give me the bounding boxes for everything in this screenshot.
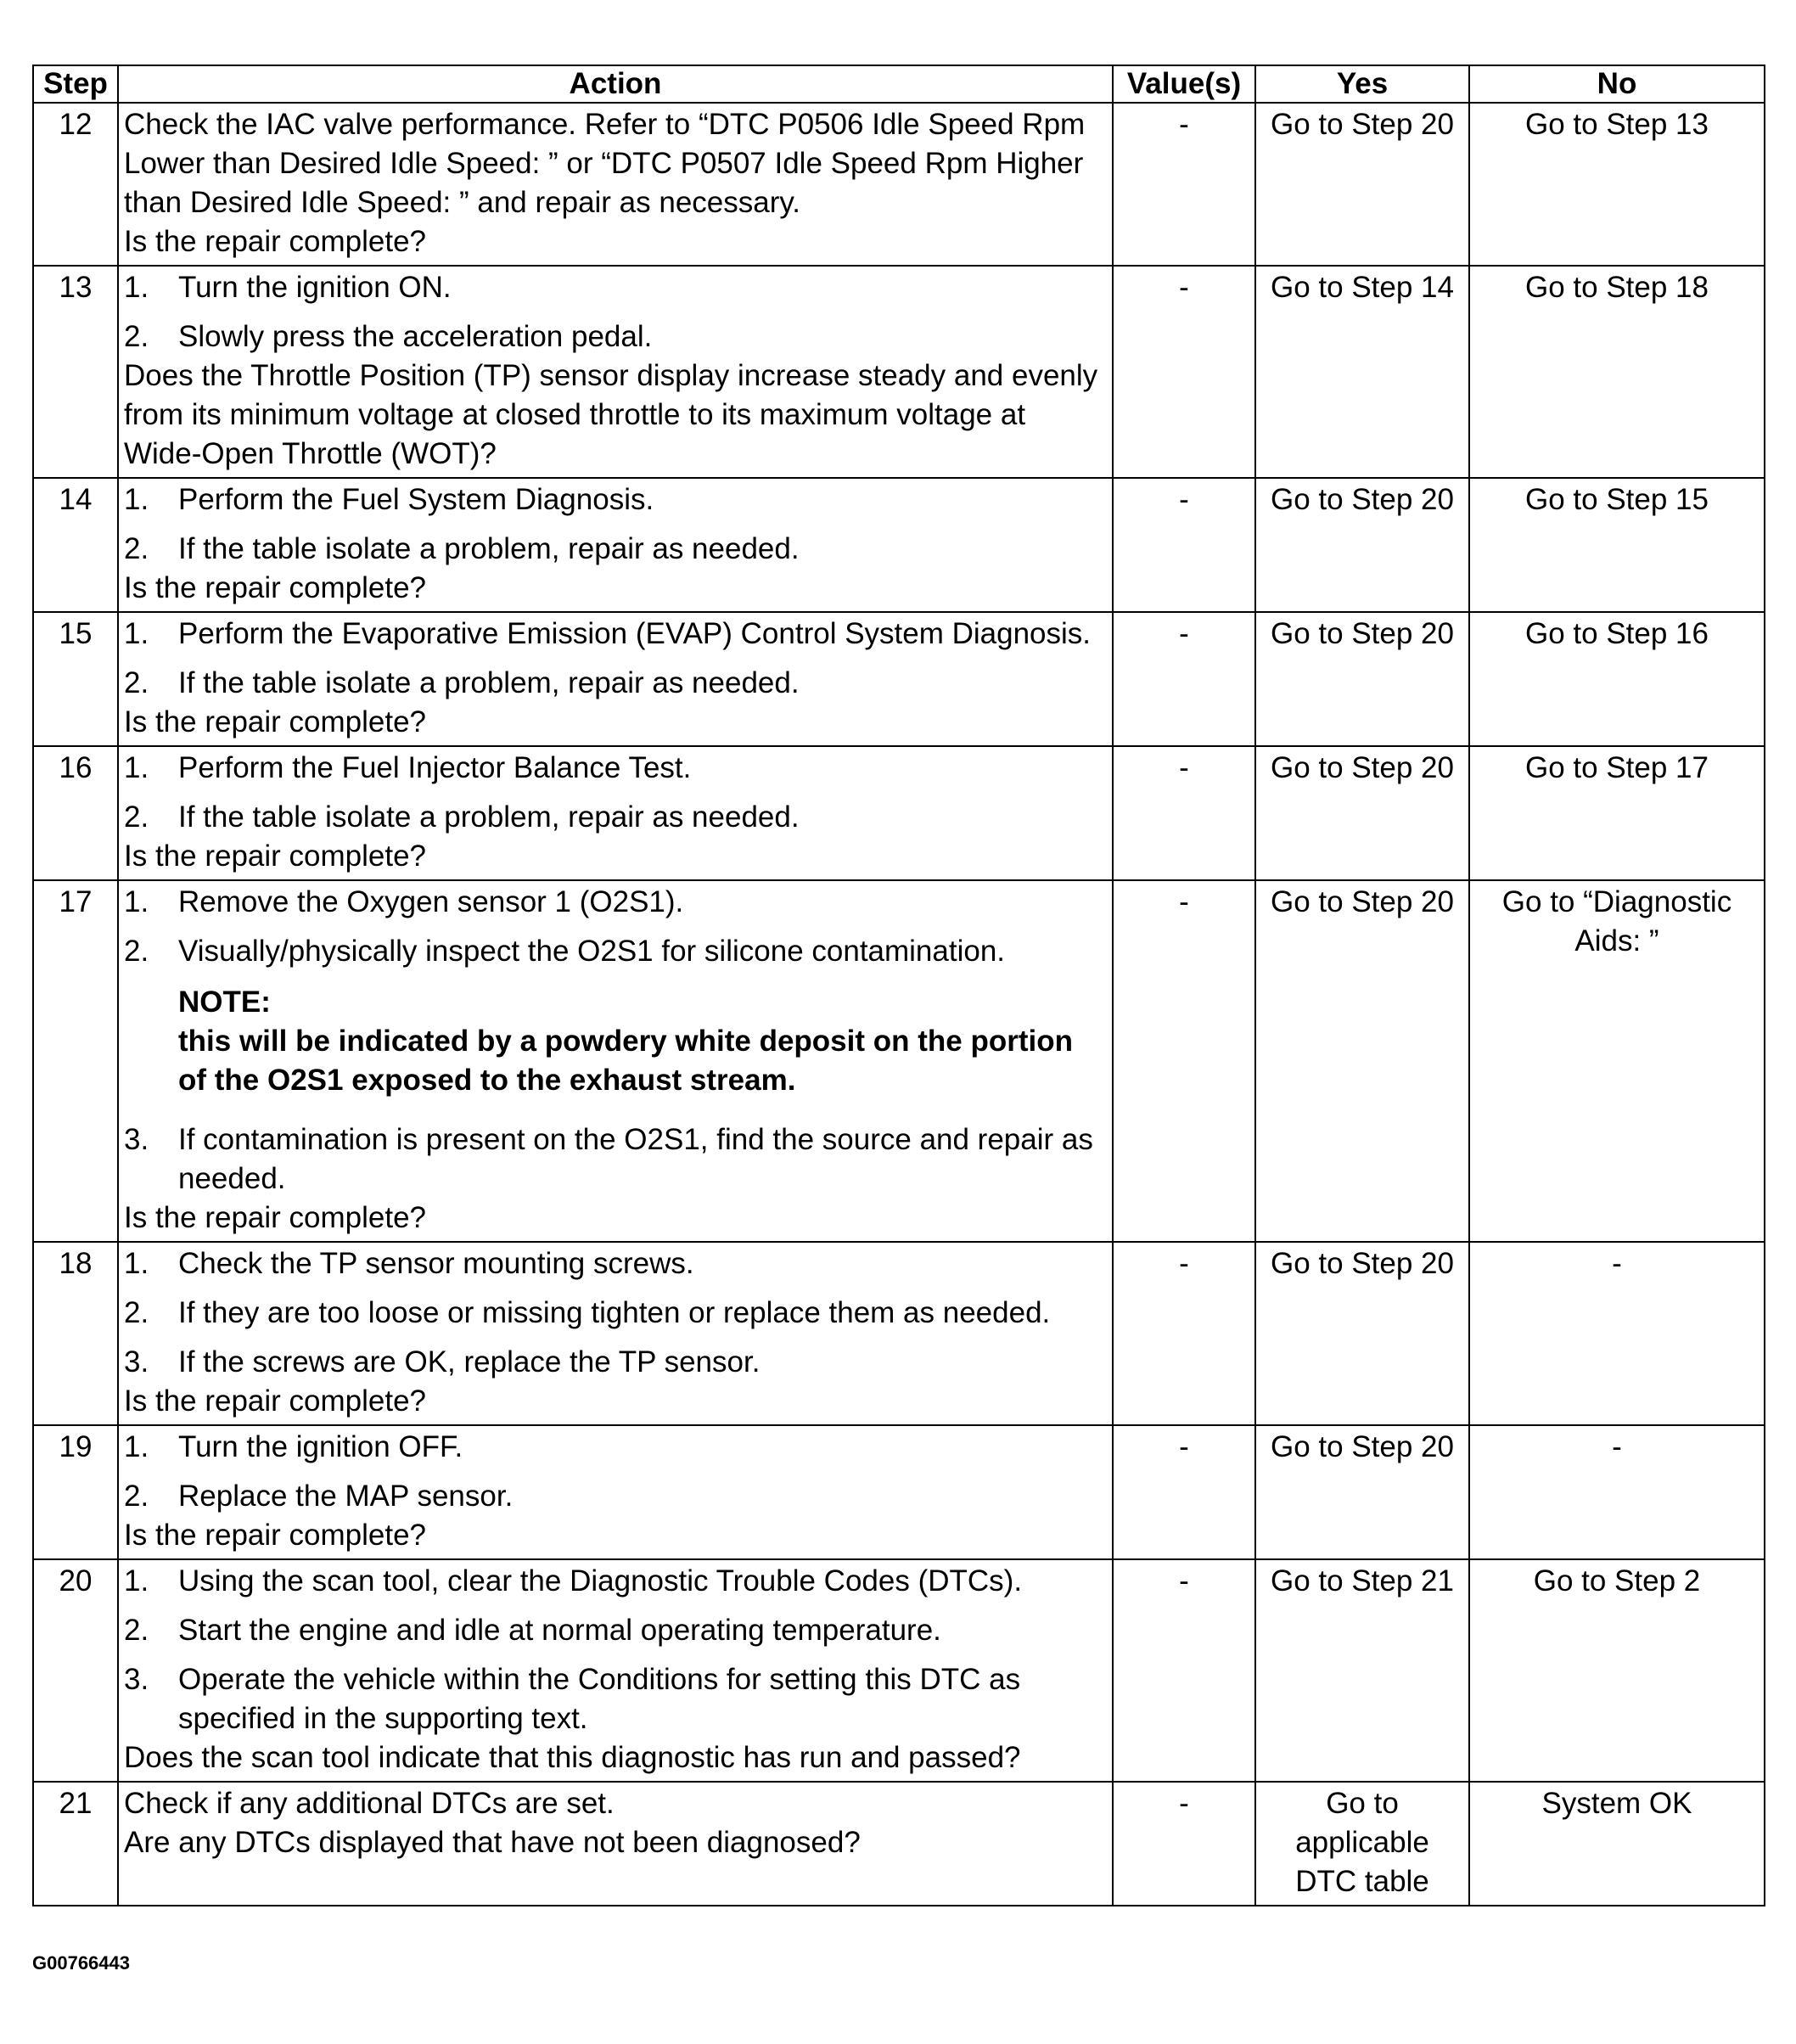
yes-cell: Go to Step 20 bbox=[1255, 612, 1469, 746]
yes-cell: Go to Step 20 bbox=[1255, 880, 1469, 1242]
yes-cell: Go to Step 20 bbox=[1255, 1425, 1469, 1559]
action-item: 2. Slowly press the acceleration pedal. bbox=[124, 320, 653, 353]
yes-cell: Go to Step 20 bbox=[1255, 478, 1469, 612]
action-item: 1. Perform the Fuel Injector Balance Test. bbox=[124, 751, 692, 784]
value-cell: - bbox=[1113, 1425, 1255, 1559]
action-question: Is the repair complete? bbox=[124, 705, 427, 738]
action-question: Does the scan tool indicate that this diagnostic has run and passed? bbox=[124, 1741, 1021, 1774]
action-item: 2. Replace the MAP sensor. bbox=[124, 1480, 514, 1513]
action-cell bbox=[118, 1425, 1113, 1559]
table-row bbox=[33, 1559, 1765, 1782]
action-item: 2. If the table isolate a problem, repair as needed. bbox=[124, 532, 800, 565]
action-cell bbox=[118, 1559, 1113, 1782]
table-row bbox=[33, 478, 1765, 612]
yes-cell: Go to Step 20 bbox=[1255, 1242, 1469, 1425]
table-row bbox=[33, 103, 1765, 266]
action-item: 1. Check the TP sensor mounting screws. bbox=[124, 1247, 694, 1280]
step-number: 20 bbox=[33, 1559, 118, 1782]
action-question: Is the repair complete? bbox=[124, 1519, 427, 1552]
no-cell: - bbox=[1469, 1425, 1765, 1559]
action-item: 3. Operate the vehicle within the Conditions for setting this DTC as specified in the supporting text. bbox=[124, 1663, 1021, 1735]
yes-cell: Go to Step 14 bbox=[1255, 266, 1469, 478]
yes-cell: Go to Step 20 bbox=[1255, 746, 1469, 880]
no-cell: System OK bbox=[1469, 1782, 1765, 1906]
action-cell bbox=[118, 478, 1113, 612]
note-block bbox=[178, 983, 1107, 1100]
action-question: Are any DTCs displayed that have not been diagnosed? bbox=[124, 1826, 861, 1859]
table-row bbox=[33, 612, 1765, 746]
table-header-row bbox=[33, 65, 1765, 103]
step-number: 16 bbox=[33, 746, 118, 880]
action-cell bbox=[118, 880, 1113, 1242]
step-number: 13 bbox=[33, 266, 118, 478]
table-row bbox=[33, 1782, 1765, 1906]
action-question: Does the Throttle Position (TP) sensor display increase steady and evenly from its minimum voltage at closed throttle to its maximum voltage at Wide-Open Throttle (WOT)? bbox=[124, 359, 1098, 470]
step-number: 14 bbox=[33, 478, 118, 612]
action-cell bbox=[118, 1782, 1113, 1906]
yes-cell: Go to Step 20 bbox=[1255, 103, 1469, 266]
note-title: NOTE: bbox=[178, 986, 271, 1019]
action-question: Is the repair complete? bbox=[124, 225, 427, 258]
value-cell: - bbox=[1113, 266, 1255, 478]
value-cell: - bbox=[1113, 746, 1255, 880]
no-cell: Go to Step 16 bbox=[1469, 612, 1765, 746]
action-item: 2. Visually/physically inspect the O2S1 for silicone contamination. NOTE: this will be indicated by a powdery white deposit on the portion of the O2S1 exposed to the exhaust stream. bbox=[124, 932, 1107, 1100]
action-question: Is the repair complete? bbox=[124, 571, 427, 604]
action-item: 1. Remove the Oxygen sensor 1 (O2S1). bbox=[124, 885, 684, 918]
figure-id: G00766443 bbox=[32, 1952, 130, 1974]
header-yes: Yes bbox=[1255, 65, 1469, 103]
step-number: 19 bbox=[33, 1425, 118, 1559]
step-number: 21 bbox=[33, 1782, 118, 1906]
action-item: 2. If the table isolate a problem, repair as needed. bbox=[124, 800, 800, 834]
step-number: 18 bbox=[33, 1242, 118, 1425]
no-cell: Go to Step 15 bbox=[1469, 478, 1765, 612]
no-cell: Go to Step 18 bbox=[1469, 266, 1765, 478]
action-item: 1. Perform the Fuel System Diagnosis. bbox=[124, 483, 654, 516]
action-item: 1. Using the scan tool, clear the Diagnostic Trouble Codes (DTCs). bbox=[124, 1564, 1023, 1598]
header-values: Value(s) bbox=[1113, 65, 1255, 103]
value-cell: - bbox=[1113, 612, 1255, 746]
action-cell bbox=[118, 1242, 1113, 1425]
action-intro: Check the IAC valve performance. Refer to “DTC P0506 Idle Speed Rpm Lower than Desired Idle Speed: ” or “DTC P0507 Idle Speed Rpm Higher than Desired Idle Speed: ” and repair as necessary. bbox=[124, 108, 1086, 219]
no-cell: Go to Step 2 bbox=[1469, 1559, 1765, 1782]
action-item: 3. If the screws are OK, replace the TP sensor. bbox=[124, 1345, 760, 1379]
action-cell bbox=[118, 266, 1113, 478]
value-cell: - bbox=[1113, 880, 1255, 1242]
no-cell: - bbox=[1469, 1242, 1765, 1425]
header-no: No bbox=[1469, 65, 1765, 103]
action-item: 1. Perform the Evaporative Emission (EVAP) Control System Diagnosis. bbox=[124, 617, 1092, 650]
action-item: 1. Turn the ignition ON. bbox=[124, 271, 452, 304]
step-number: 17 bbox=[33, 880, 118, 1242]
value-cell: - bbox=[1113, 1559, 1255, 1782]
value-cell: - bbox=[1113, 1242, 1255, 1425]
value-cell: - bbox=[1113, 1782, 1255, 1906]
action-item: 2. Start the engine and idle at normal operating temperature. bbox=[124, 1614, 941, 1647]
step-number: 15 bbox=[33, 612, 118, 746]
action-cell bbox=[118, 746, 1113, 880]
action-item: 2. If they are too loose or missing tighten or replace them as needed. bbox=[124, 1296, 1051, 1329]
yes-cell: Go to applicable DTC table bbox=[1255, 1782, 1469, 1906]
action-cell bbox=[118, 103, 1113, 266]
table-row bbox=[33, 1242, 1765, 1425]
action-intro: Check if any additional DTCs are set. bbox=[124, 1787, 615, 1820]
no-cell: Go to Step 17 bbox=[1469, 746, 1765, 880]
action-question: Is the repair complete? bbox=[124, 1384, 427, 1418]
header-action: Action bbox=[118, 65, 1113, 103]
table-row bbox=[33, 746, 1765, 880]
action-cell bbox=[118, 612, 1113, 746]
action-question: Is the repair complete? bbox=[124, 840, 427, 873]
note-text: this will be indicated by a powdery white deposit on the portion of the O2S1 exposed to the exhaust stream. bbox=[178, 1025, 1073, 1097]
table-row bbox=[33, 266, 1765, 478]
no-cell: Go to “Diagnostic Aids: ” bbox=[1469, 880, 1765, 1242]
action-item: 3. If contamination is present on the O2S1, find the source and repair as needed. bbox=[124, 1123, 1093, 1195]
action-item: 2. If the table isolate a problem, repair as needed. bbox=[124, 666, 800, 699]
action-item: 1. Turn the ignition OFF. bbox=[124, 1430, 463, 1463]
table-row bbox=[33, 1425, 1765, 1559]
value-cell: - bbox=[1113, 478, 1255, 612]
action-question: Is the repair complete? bbox=[124, 1201, 427, 1234]
step-number: 12 bbox=[33, 103, 118, 266]
diagnostic-table bbox=[32, 65, 1765, 1906]
no-cell: Go to Step 13 bbox=[1469, 103, 1765, 266]
yes-cell: Go to Step 21 bbox=[1255, 1559, 1469, 1782]
table-row bbox=[33, 880, 1765, 1242]
header-step: Step bbox=[33, 65, 118, 103]
value-cell: - bbox=[1113, 103, 1255, 266]
